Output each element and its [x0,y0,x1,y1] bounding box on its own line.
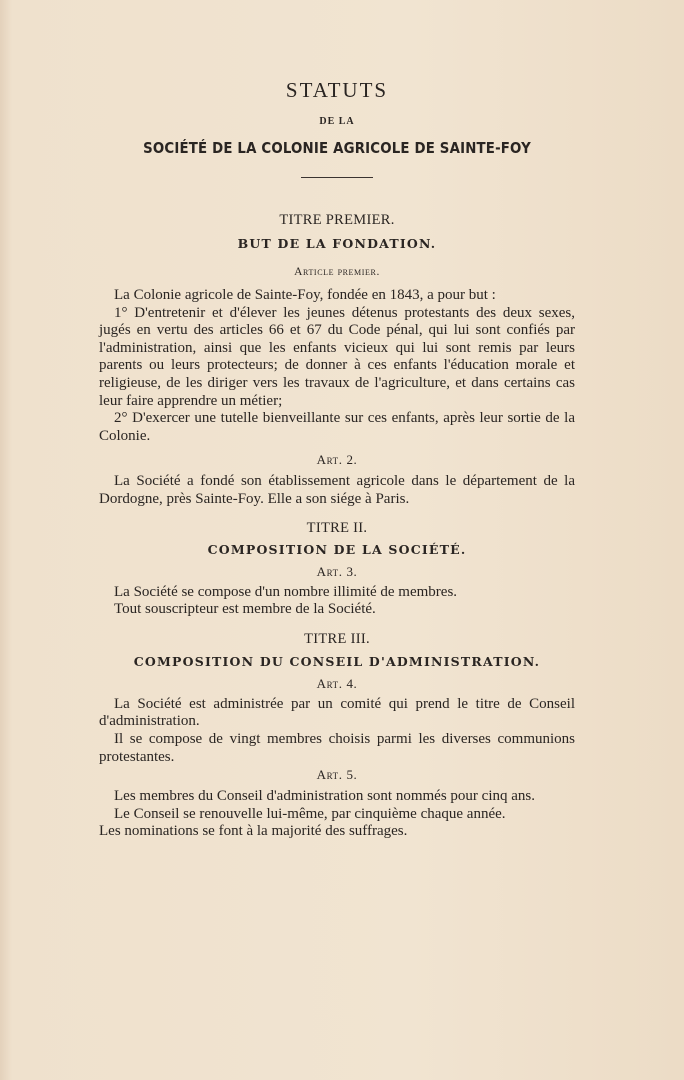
page-content [99,76,575,841]
article-premier-paragraph: 2° D'exercer une tutelle bienveillante sur ces enfants, après leur sortie de la Colonie. [99,410,575,444]
article-2-label: Art. 2. [316,452,358,468]
titre-3-title: TITRE III. [304,630,370,647]
article-premier-paragraph: 1° D'entretenir et d'élever les jeunes détenus protestants des deux sexes, jugés en vertu des articles 66 et 67 du Code pénal, qui lui sont confiés par l'administration, ainsi que les enfants vicieux qui lui sont remis par leurs parents ou leurs protecteurs; de donner à ces enfants l'éducation morale et religieuse, de les diriger vers les travaux de l'agriculture, et dans certains cas leur faire apprendre un métier; [99,304,575,409]
society-name: SOCIÉTÉ DE LA COLONIE AGRICOLE DE SAINTE-FOY [143,139,531,157]
article-premier-paragraph: La Colonie agricole de Sainte-Foy, fondée en 1843, a pour but : [114,287,496,303]
article-3-label: Art. 3. [316,563,358,579]
article-3-paragraph: Tout souscripteur est membre de la Société. [114,601,376,618]
article-5-paragraph: Les membres du Conseil d'administration sont nommés pour cinq ans. [114,788,535,805]
article-2-paragraph: La Société a fondé son établissement agricole dans le département de la Dordogne, près Sainte-Foy. Elle a son siége à Paris. [99,473,575,507]
article-premier-label: Article premier. [294,266,380,278]
title-divider [301,177,373,178]
article-4-paragraph: La Société est administrée par un comité qui prend le titre de Conseil d'administration. [99,695,575,730]
titre-premier-title: TITRE PREMIER. [279,212,395,228]
titre-3-heading: COMPOSITION DU CONSEIL D'ADMINISTRATION. [133,653,541,669]
titre-2-heading: COMPOSITION DE LA SOCIÉTÉ. [207,541,467,557]
article-5-paragraph: Le Conseil se renouvelle lui-même, par cinquième chaque année. [114,805,506,822]
document-title: STATUTS [285,78,389,102]
titre-2-title: TITRE II. [306,519,368,536]
article-5-label: Art. 5. [316,767,358,783]
article-3-paragraph: La Société se compose d'un nombre illimité de membres. [114,583,458,600]
titre-premier-heading: BUT DE LA FONDATION. [237,236,437,251]
document-subtitle: DE LA [319,116,355,127]
article-4-paragraph: Il se compose de vingt membres choisis parmi les diverses communions protestantes. [99,730,575,765]
article-4-label: Art. 4. [316,675,358,691]
closing-paragraph: Les nominations se font à la majorité des suffrages. [99,823,408,840]
